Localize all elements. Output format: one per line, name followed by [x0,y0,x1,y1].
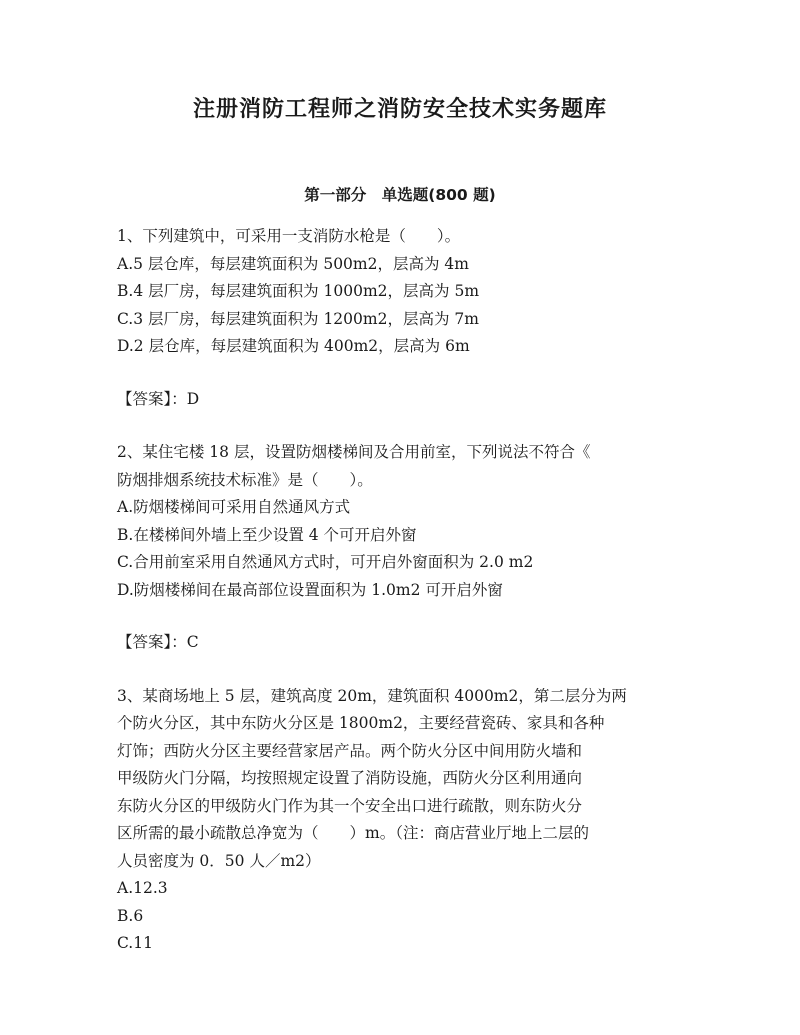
option-c: C.合用前室采用自然通风方式时，可开启外窗面积为 2.0 m2 [117,553,534,571]
option-c: C.3 层厂房，每层建筑面积为 1200m2，层高为 7m [117,309,479,328]
question-3 [117,683,677,958]
question-stem: 3、某商场地上 5 层，建筑高度 20m，建筑面积 4000m2，第二层分为两 [117,686,627,705]
question-stem: 灯饰；西防火分区主要经营家居产品。两个防火分区中间用防火墙和 [117,741,583,760]
section-title: 第一部分 单选题(800 题) [304,186,496,204]
option-a: A.防烟楼梯间可采用自然通风方式 [117,498,351,516]
answer-label: 【答案】：C [117,633,199,651]
question-stem: 东防火分区的甲级防火门作为其一个安全出口进行疏散，则东防火分 [117,796,583,815]
question-2 [117,439,677,657]
document-title: 注册消防工程师之消防安全技术实务题库 [192,97,607,122]
option-a: A.5 层仓库，每层建筑面积为 500m2，层高为 4m [117,254,469,273]
option-a: A.12.3 [117,879,168,897]
question-stem: 区所需的最小疏散总净宽为（ ）m。（注：商店营业厅地上二层的 [117,824,589,842]
question-stem: 甲级防火门分隔，均按照规定设置了消防设施，西防火分区利用通向 [117,769,583,787]
question-stem: 1、下列建筑中，可采用一支消防水枪是（ ）。 [117,227,461,245]
question-stem: 2、某住宅楼 18 层，设置防烟楼梯间及合用前室，下列说法不符合《 [117,443,591,461]
question-list [117,223,677,958]
question-stem: 人员密度为 0．50 人／m2） [117,851,321,870]
option-b: B.6 [117,906,144,925]
option-c: C.11 [117,934,153,952]
question-stem: 个防火分区，其中东防火分区是 1800m2，主要经营瓷砖、家具和各种 [117,714,605,732]
question-1 [117,223,677,413]
option-b: B.在楼梯间外墙上至少设置 4 个可开启外窗 [117,525,417,544]
question-stem: 防烟排烟系统技术标准》是（ ）。 [117,470,373,489]
option-d: D.2 层仓库，每层建筑面积为 400m2，层高为 6m [117,337,470,355]
answer-label: 【答案】：D [117,389,200,408]
option-b: B.4 层厂房，每层建筑面积为 1000m2，层高为 5m [117,282,480,300]
option-d: D.防烟楼梯间在最高部位设置面积为 1.0m2 可开启外窗 [117,580,503,599]
